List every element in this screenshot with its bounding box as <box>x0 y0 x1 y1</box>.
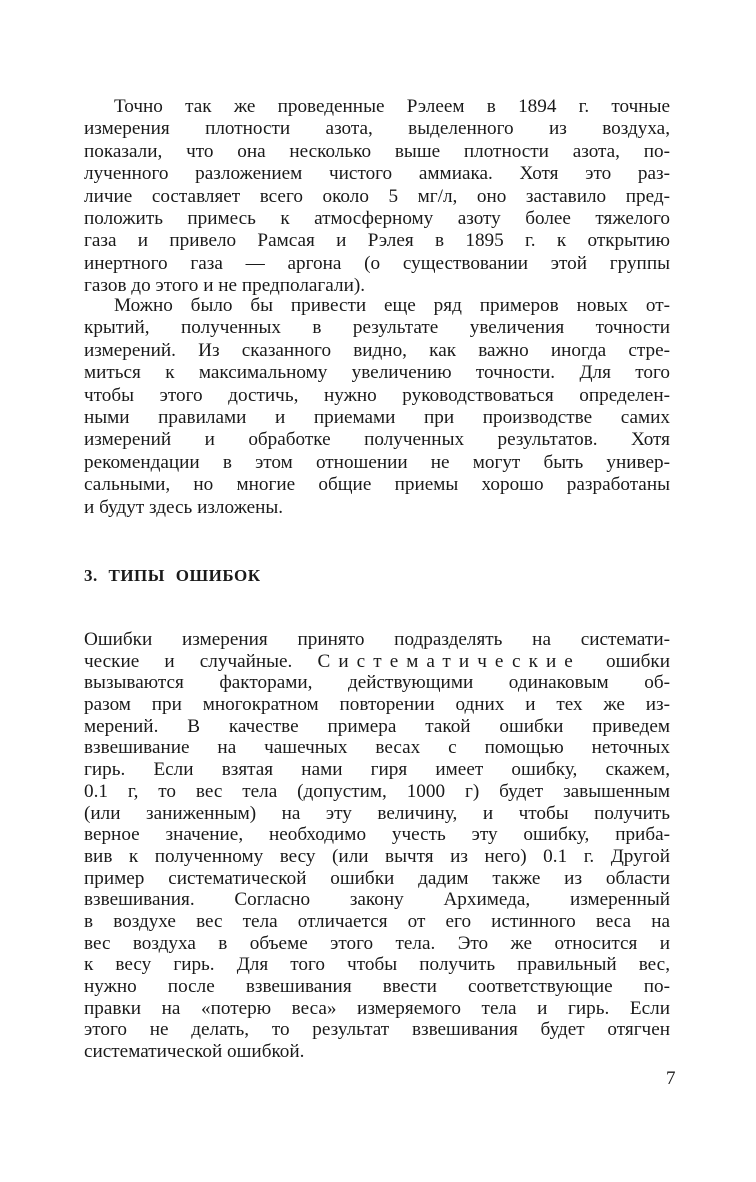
text-line: ными правилами и приемами при производстве самих <box>84 406 670 428</box>
text-line: систематической ошибкой. <box>84 1041 305 1063</box>
text-line: 0.1 г, то вес тела (допустим, 1000 г) будет завышенным <box>84 780 670 802</box>
text-line: (или заниженным) на эту величину, и чтобы получить <box>84 802 670 824</box>
text-line: газов до этого и не предполагали). <box>84 275 366 297</box>
text-line: гирь. Если взятая нами гиря имеет ошибку, скажем, <box>84 759 670 781</box>
text-line: в воздухе вес тела отличается от его истинного веса на <box>84 910 670 932</box>
text-line: пример систематической ошибки дадим также из области <box>84 867 670 889</box>
text-line: лученного разложением чистого аммиака. Хотя это раз- <box>84 163 670 185</box>
paragraph-precision <box>84 295 670 519</box>
text-line: сальными, но многие общие приемы хорошо разработаны <box>84 474 670 496</box>
text-line: и будут здесь изложены. <box>84 496 284 518</box>
text-line: вив к полученному весу (или вычтя из него) 0.1 г. Другой <box>84 845 670 867</box>
text-line: взвешивания. Согласно закону Архимеда, измеренный <box>84 889 670 911</box>
text-line <box>84 651 670 673</box>
text-line: газа и привело Рамсая и Рэлея в 1895 г. к открытию <box>84 230 670 252</box>
text-line: взвешивание на чашечных весах с помощью неточных <box>84 737 670 759</box>
text-line: этого не делать, то результат взвешивания будет отягчен <box>84 1019 670 1041</box>
text-line: измерений и обработке полученных результатов. Хотя <box>84 429 670 451</box>
text-line: крытий, полученных в результате увеличения точности <box>84 317 670 339</box>
text-line: мерений. В качестве примера такой ошибки приведем <box>84 715 670 737</box>
paragraph-error-types <box>84 629 670 1063</box>
text-line: показали, что она несколько выше плотности азота, по- <box>84 140 670 162</box>
text-line: миться к максимальному увеличению точности. Для того <box>84 362 670 384</box>
text-line: инертного газа — аргона (о существовании этой группы <box>84 252 670 274</box>
text-line: Точно так же проведенные Рэлеем в 1894 г. точные <box>114 96 670 117</box>
text-line: вызываются факторами, действующими одинаковым об- <box>84 672 670 694</box>
text-line: личие составляет всего около 5 мг/л, оно заставило пред- <box>84 185 670 207</box>
text-line: нужно после взвешивания ввести соответствующие по- <box>84 976 670 997</box>
text-line: к весу гирь. Для того чтобы получить правильный вес, <box>84 954 670 976</box>
text-line: измерений. Из сказанного видно, как важно иногда стре- <box>84 339 670 361</box>
text-line: рекомендации в этом отношении не могут быть универ- <box>84 451 670 473</box>
text-line: разом при многократном повторении одних и тех же из- <box>84 694 670 716</box>
text-segment: ошибки <box>580 650 670 672</box>
text-line: измерения плотности азота, выделенного из воздуха, <box>84 118 670 140</box>
text-line: чтобы этого достичь, нужно руководствоваться определен- <box>84 384 670 406</box>
text-line: Ошибки измерения принято подразделять на системати- <box>84 629 670 650</box>
text-line: правки на «потерю веса» измеряемого тела и гирь. Если <box>84 997 670 1019</box>
paragraph-rayleigh-nitrogen <box>84 96 670 298</box>
text-line: вес воздуха в объеме этого тела. Это же относится и <box>84 932 670 954</box>
text-line: Можно было бы привести еще ряд примеров новых от- <box>114 295 670 316</box>
page-number: 7 <box>666 1068 676 1089</box>
text-line: положить примесь к атмосферному азоту более тяжелого <box>84 207 670 229</box>
text-segment: ческие и случайные. <box>84 650 318 672</box>
emphasized-term: Систематические <box>317 650 581 672</box>
text-line: верное значение, необходимо учесть эту ошибку, приба- <box>84 824 670 846</box>
section-heading: 3. ТИПЫ ОШИБОК <box>84 566 261 585</box>
